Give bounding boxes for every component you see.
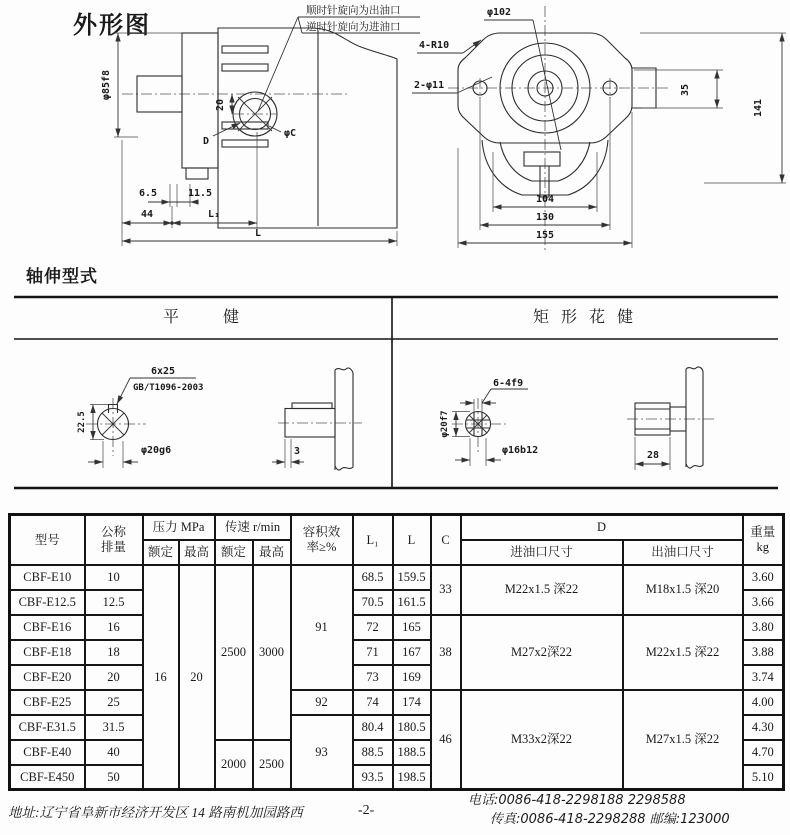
dim-dia102: φ102 [487,7,512,18]
table-row: CBF-E20 20 73 169 3.74 [10,665,784,690]
model-cell: CBF-E31.5 [10,715,85,740]
col-pressure: 压力 MPa [143,515,215,540]
c-cell: 38 [431,615,461,690]
dim-shaft-dia: φ85f8 [101,69,112,101]
side-view [101,4,420,247]
footer-address: 地址:辽宁省阜新市经济开发区 14 路南机加园路西 [8,805,303,820]
c-cell: 46 [431,690,461,790]
efficiency-cell: 93 [291,715,353,790]
dim-6-5: 6.5 [138,188,158,199]
table-row: CBF-E10 10 16 20 2500 3000 91 68.5 159.5 33 M22x1.5 深22 M18x1.5 深20 3.60 [10,565,784,590]
efficiency-cell: 92 [291,690,353,715]
col-pressure-max: 最高 [179,540,215,565]
spline-side-view [627,367,716,470]
front-view [412,6,786,250]
col-displacement: 公称 排量 [85,515,143,565]
page-title: 外形图 [73,13,151,39]
dim-corners-r10: 4-R10 [419,40,450,51]
speed-max-cell: 3000 [253,565,291,740]
col-c: C [431,515,461,565]
note-cw-rotation: 顺时针旋向为出油口 [306,5,401,17]
dim-phi20f7: φ20f7 [440,410,450,438]
speed-rated-cell: 2500 [215,565,253,740]
speed-rated-cell: 2000 [215,740,253,790]
dim-spline-spec: 6-4f9 [493,378,524,389]
efficiency-cell: 91 [291,565,353,690]
spec-table [8,513,785,791]
dim-l: L [254,228,262,239]
dim-22-5: 22.5 [77,411,87,433]
c-cell: 33 [431,565,461,615]
col-inlet: 进油口尺寸 [461,540,623,565]
model-cell: CBF-E25 [10,690,85,715]
table-header-row-1 [10,515,784,540]
table-row: CBF-E12.5 12.5 70.5 161.5 3.66 [10,590,784,615]
col-l1: L₁ [353,515,393,565]
model-cell: CBF-E20 [10,665,85,690]
inlet-cell: M22x1.5 深22 [461,565,623,615]
footer-contact [468,789,784,827]
model-cell: CBF-E10 [10,565,85,590]
note-ccw-rotation: 逆时针旋向为进油口 [306,22,401,33]
dim-44: 44 [140,209,154,220]
table-row: CBF-E25 25 92 74 174 46 M33x2深22 M27x1.5 深22 4.00 [10,690,784,715]
col-pressure-rated: 额定 [143,540,179,565]
table-row: CBF-E18 18 71 167 3.88 [10,640,784,665]
pressure-max-cell: 20 [179,565,215,790]
footer-fax: 传真:0086-418-2298288 邮编:123000 [490,812,730,827]
col-speed-max: 最高 [253,540,291,565]
pressure-rated-cell: 16 [143,565,179,790]
dim-key-spec: 6x25 [150,366,176,377]
dim-130: 130 [535,212,555,223]
table-row: CBF-E16 16 72 165 38 M27x2深22 M22x1.5 深22 3.80 [10,615,784,640]
outline-drawing [0,0,790,256]
model-cell: CBF-E18 [10,640,85,665]
shaft-type-drawing [0,289,790,490]
col-d: D [461,515,743,540]
model-cell: CBF-E40 [10,740,85,765]
table-row: CBF-E450 50 93.5 198.5 5.10 [10,765,784,790]
flat-key-header: 平 健 [162,309,243,326]
dim-d-label: D [202,136,210,147]
outlet-cell: M22x1.5 深22 [623,615,743,690]
model-cell: CBF-E16 [10,615,85,640]
dim-141: 141 [753,98,764,118]
col-efficiency: 容积效 率≥% [291,515,353,565]
spline-end-view [440,378,538,466]
shaft-section-title: 轴伸型式 [26,267,98,286]
outlet-cell: M18x1.5 深20 [623,565,743,615]
footer-page-number: -2- [358,803,375,818]
table-row: CBF-E40 40 2000 2500 88.5 188.5 4.70 [10,740,784,765]
dim-155: 155 [535,230,555,241]
col-model: 型号 [10,515,85,565]
dim-phi20g6: φ20g6 [141,445,172,456]
flat-key-end-view [77,366,203,468]
footer-phone: 电话:0086-418-2298188 2298588 [468,793,686,808]
dim-key-standard: GB/T1096-2003 [133,383,204,393]
speed-max-cell: 2500 [253,740,291,790]
dim-l1: L₁ [207,209,221,220]
dim-phi16b12: φ16b12 [502,445,539,456]
dim-c-label: φC [284,128,297,139]
outlet-cell: M27x1.5 深22 [623,690,743,790]
table-row: CBF-E31.5 31.5 93 80.4 180.5 4.30 [10,715,784,740]
col-l: L [393,515,431,565]
model-cell: CBF-E450 [10,765,85,790]
dim-offset-20: 20 [215,98,226,112]
dim-104: 104 [535,194,555,205]
col-outlet: 出油口尺寸 [623,540,743,565]
dim-holes-phi11: 2-φ11 [414,80,445,91]
dim-3: 3 [293,446,301,457]
dim-28: 28 [646,450,660,461]
spline-header: 矩 形 花 健 [532,309,637,326]
dim-11-5: 11.5 [187,188,213,199]
col-weight: 重量 kg [743,515,784,565]
inlet-cell: M33x2深22 [461,690,623,790]
dim-35: 35 [680,83,691,97]
col-speed-rated: 额定 [215,540,253,565]
col-speed: 传速 r/min [215,515,291,540]
flat-key-side-view [272,368,362,470]
model-cell: CBF-E12.5 [10,590,85,615]
inlet-cell: M27x2深22 [461,615,623,690]
